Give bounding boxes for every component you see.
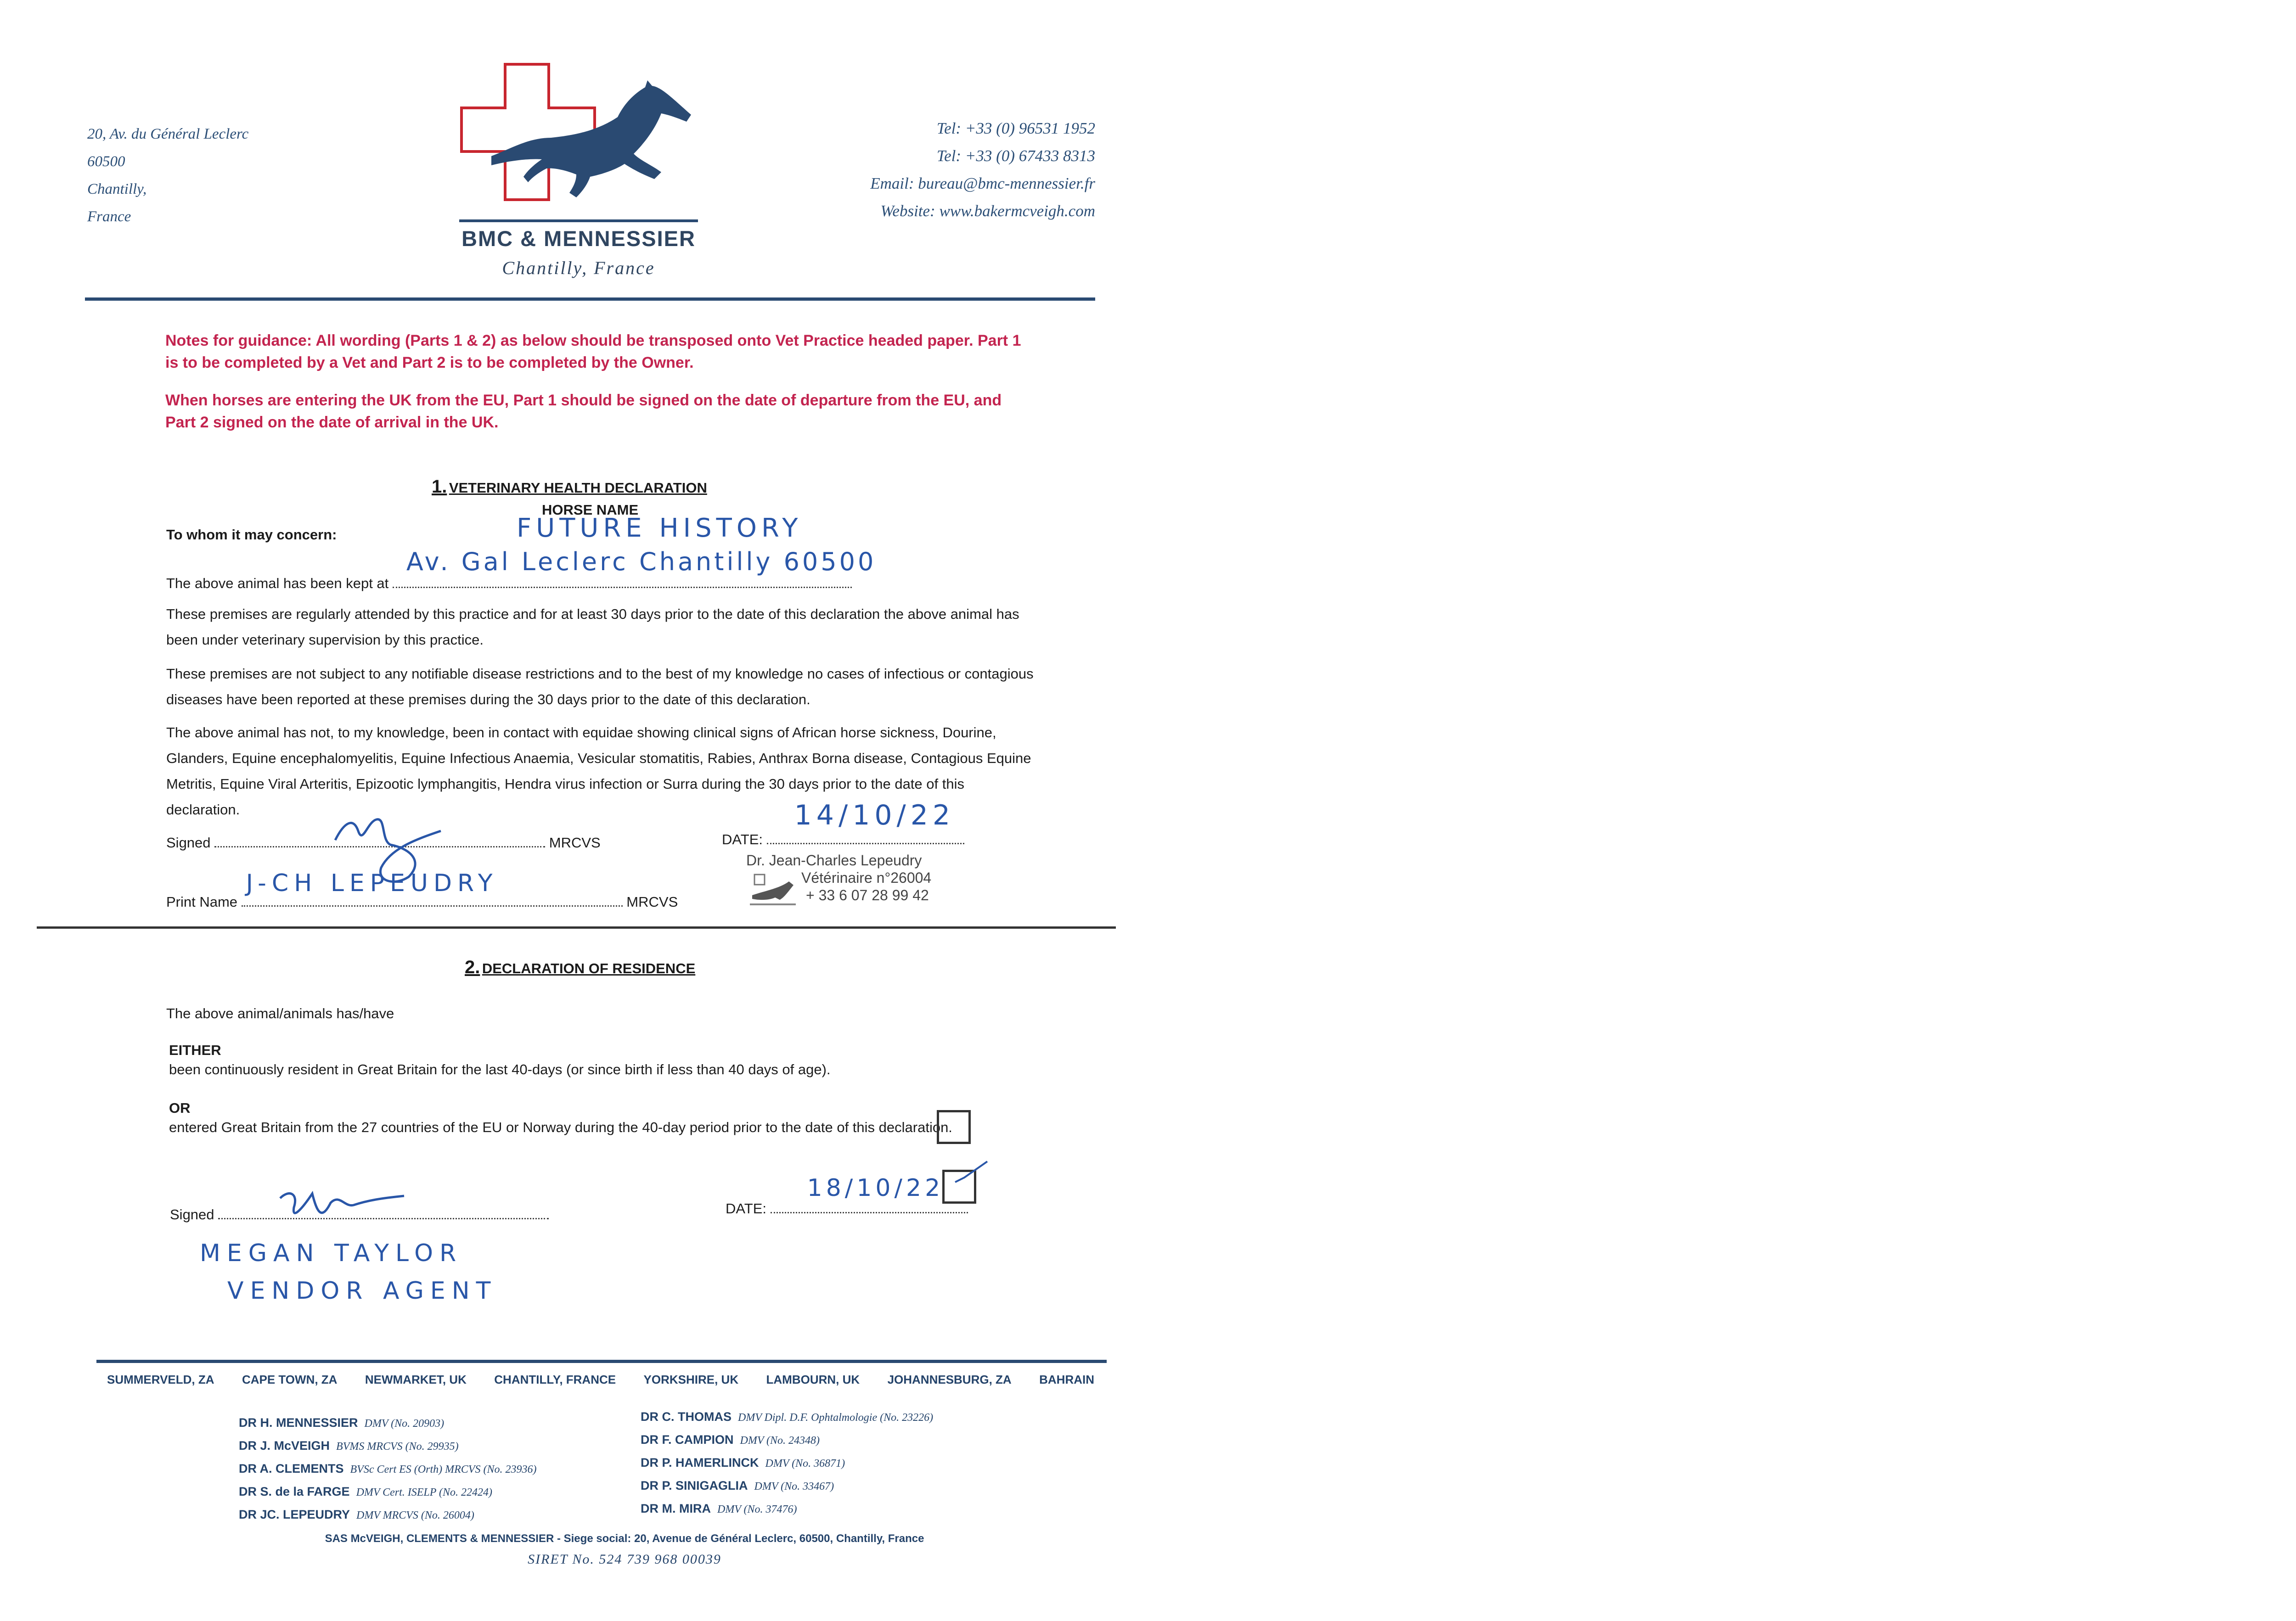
para-no-restrictions: These premises are not subject to any notifiable disease restrictions and to the best of my knowledge no cases of infectious or contagious diseases have been reported at these premises during the 30 days prior to the date of this declaration. — [166, 666, 1034, 707]
vets-list-right — [641, 1406, 933, 1520]
vet-qualification: DMV Cert. ISELP (No. 22424) — [356, 1486, 492, 1498]
location-item: CHANTILLY, FRANCE — [494, 1373, 616, 1386]
owner-date-field[interactable] — [771, 1174, 968, 1213]
location-item: LAMBOURN, UK — [766, 1373, 860, 1386]
vet-entry — [239, 1481, 536, 1503]
mrcvs-label-2: MRCVS — [626, 894, 678, 910]
vet-entry — [239, 1412, 536, 1435]
para-premises-attended: These premises are regularly attended by this practice and for at least 30 days prior to the date of this declaration the above animal has been under veterinary supervision by this practice. — [166, 606, 1019, 648]
vet-qualification: DMV (No. 37476) — [717, 1503, 797, 1515]
horse-name-value: FUTURE HISTORY — [517, 513, 803, 543]
vet-entry — [641, 1429, 933, 1452]
office-locations — [107, 1373, 1094, 1387]
part2-number: 2. — [465, 957, 480, 977]
mrcvs-label: MRCVS — [549, 835, 601, 851]
vet-qualification: DMV (No. 33467) — [754, 1481, 834, 1492]
address-line: France — [87, 208, 131, 225]
vet-date-label: DATE: — [722, 831, 763, 847]
part2-heading — [465, 957, 695, 978]
vet-entry — [239, 1503, 536, 1526]
vet-name: DR C. THOMAS — [641, 1410, 732, 1424]
horse-cross-logo — [459, 62, 698, 209]
vet-date-field[interactable] — [767, 799, 964, 844]
stamp-line: Dr. Jean-Charles Lepeudry — [746, 852, 922, 869]
location-item: BAHRAIN — [1039, 1373, 1094, 1386]
location-item: SUMMERVELD, ZA — [107, 1373, 214, 1386]
kept-at-row — [166, 547, 1034, 596]
location-item: JOHANNESBURG, ZA — [887, 1373, 1012, 1386]
print-name-field[interactable] — [242, 869, 623, 907]
vet-qualification: BVSc Cert ES (Orth) MRCVS (No. 23936) — [350, 1464, 537, 1475]
vet-qualification: DMV Dipl. D.F. Ophtalmologie (No. 23226) — [738, 1412, 934, 1424]
owner-signed-label: Signed — [170, 1206, 214, 1223]
brand-name: BMC & MENNESSIER — [461, 226, 696, 251]
vet-qualification: DMV (No. 20903) — [364, 1418, 445, 1430]
print-name-label: Print Name — [166, 894, 238, 910]
phone-2: Tel: +33 (0) 67433 8313 — [936, 147, 1095, 165]
vet-entry — [641, 1452, 933, 1475]
address-line: 60500 — [87, 153, 125, 170]
vet-name: DR H. MENNESSIER — [239, 1416, 358, 1430]
vet-name: DR P. HAMERLINCK — [641, 1456, 759, 1470]
vet-name: DR A. CLEMENTS — [239, 1462, 344, 1475]
brand-underline — [459, 219, 698, 222]
stamp-horse-icon — [748, 872, 798, 909]
vet-name: DR JC. LEPEUDRY — [239, 1508, 350, 1521]
kept-at-label: The above animal has been kept at — [166, 575, 389, 591]
company-line: SAS McVEIGH, CLEMENTS & MENNESSIER - Siege social: 20, Avenue de Général Leclerc, 60500, Chantilly, France — [325, 1532, 924, 1545]
vet-signed-label: Signed — [166, 835, 211, 851]
vet-entry — [641, 1498, 933, 1520]
kept-at-value: Av. Gal Leclerc Chantilly 60500 — [406, 547, 877, 576]
vet-qualification: DMV (No. 36871) — [765, 1458, 845, 1470]
vet-entry — [239, 1458, 536, 1481]
vet-date-value: 14/10/22 — [794, 799, 955, 831]
para-no-contact: The above animal has not, to my knowledge, been in contact with equidae showing clinical signs of African horse sickness, Dourine, Glanders, Equine encephalomyelitis, Equine Infectious Anaemia, Vesicular stomatitis, Rabies, Anthrax Borna disease, Contagious Equine Metritis, Equine Viral Arteritis, Epizootic lymphangitis, Hendra virus infection or Surra during the 30 days prior to the date of this declaration. — [166, 724, 1031, 818]
guidance-note-2: When horses are entering the UK from the EU, Part 1 should be signed on the date of departure from the EU, and Part 2 signed on the date of arrival in the UK. — [165, 392, 1002, 431]
practice-address — [87, 120, 248, 230]
email: Email: bureau@bmc-mennessier.fr — [870, 174, 1095, 192]
signer-role: VENDOR AGENT — [227, 1277, 497, 1305]
part1-heading — [432, 477, 707, 497]
location-item: YORKSHIRE, UK — [643, 1373, 739, 1386]
part2-intro: The above animal/animals has/have — [166, 1005, 394, 1021]
vet-entry — [239, 1435, 536, 1458]
either-text: been continuously resident in Great Britain for the last 40-days (or since birth if less than 40 days of age). — [169, 1061, 831, 1077]
siret-number: SIRET No. 524 739 968 00039 — [528, 1552, 721, 1567]
website: Website: www.bakermcveigh.com — [880, 202, 1095, 220]
vet-name: DR J. McVEIGH — [239, 1439, 330, 1453]
location-item: CAPE TOWN, ZA — [242, 1373, 338, 1386]
owner-date-label: DATE: — [726, 1200, 766, 1217]
signer-name: MEGAN TAYLOR — [200, 1240, 463, 1267]
vet-name: DR S. de la FARGE — [239, 1485, 350, 1498]
part2-title: DECLARATION OF RESIDENCE — [482, 960, 696, 976]
vets-list-left — [239, 1412, 536, 1526]
address-line: Chantilly, — [87, 181, 147, 197]
location-item: NEWMARKET, UK — [365, 1373, 467, 1386]
checkmark-icon — [951, 1157, 992, 1194]
brand-location: Chantilly, France — [502, 258, 655, 278]
or-text: entered Great Britain from the 27 countries of the EU or Norway during the 40-day period prior to the date of this declaration. — [169, 1119, 952, 1135]
owner-date-row — [726, 1174, 1001, 1222]
guidance-note-1: Notes for guidance: All wording (Parts 1 & 2) as below should be transposed onto Vet Practice headed paper. Part 1 is to be completed by a Vet and Part 2 is to be completed by the Owner. — [165, 332, 1021, 371]
stamp-line: + 33 6 07 28 99 42 — [806, 887, 929, 903]
vet-entry — [641, 1406, 933, 1429]
vet-name: DR F. CAMPION — [641, 1433, 734, 1447]
address-line: 20, Av. du Général Leclerc — [87, 126, 249, 142]
vet-name: DR P. SINIGAGLIA — [641, 1479, 748, 1492]
vet-date-row — [722, 799, 997, 853]
or-label: OR — [169, 1100, 191, 1116]
part1-title: VETERINARY HEALTH DECLARATION — [449, 480, 707, 496]
to-whom-label: To whom it may concern: — [166, 527, 337, 543]
part1-number: 1. — [432, 477, 447, 497]
vet-name: DR M. MIRA — [641, 1502, 711, 1515]
section-divider — [37, 926, 1116, 929]
stamp-line: Vétérinaire n°26004 — [801, 869, 932, 886]
vet-entry — [641, 1475, 933, 1498]
vet-qualification: BVMS MRCVS (No. 29935) — [336, 1441, 459, 1453]
practice-contact — [774, 115, 1095, 225]
owner-signature — [271, 1180, 409, 1230]
vet-qualification: DMV (No. 24348) — [740, 1435, 820, 1447]
vet-qualification: DMV MRCVS (No. 26004) — [356, 1509, 474, 1521]
header-rule — [85, 297, 1095, 301]
phone-1: Tel: +33 (0) 96531 1952 — [936, 119, 1095, 137]
print-name-row — [166, 869, 717, 915]
horse-name-label: HORSE NAME — [542, 502, 639, 518]
either-label: EITHER — [169, 1042, 221, 1058]
kept-at-field[interactable] — [393, 547, 877, 588]
footer-rule — [96, 1360, 1107, 1363]
print-name-value: J-CH LEPEUDRY — [246, 869, 498, 897]
either-checkbox[interactable] — [937, 1110, 971, 1144]
owner-date-value: 18/10/22 — [807, 1174, 944, 1202]
